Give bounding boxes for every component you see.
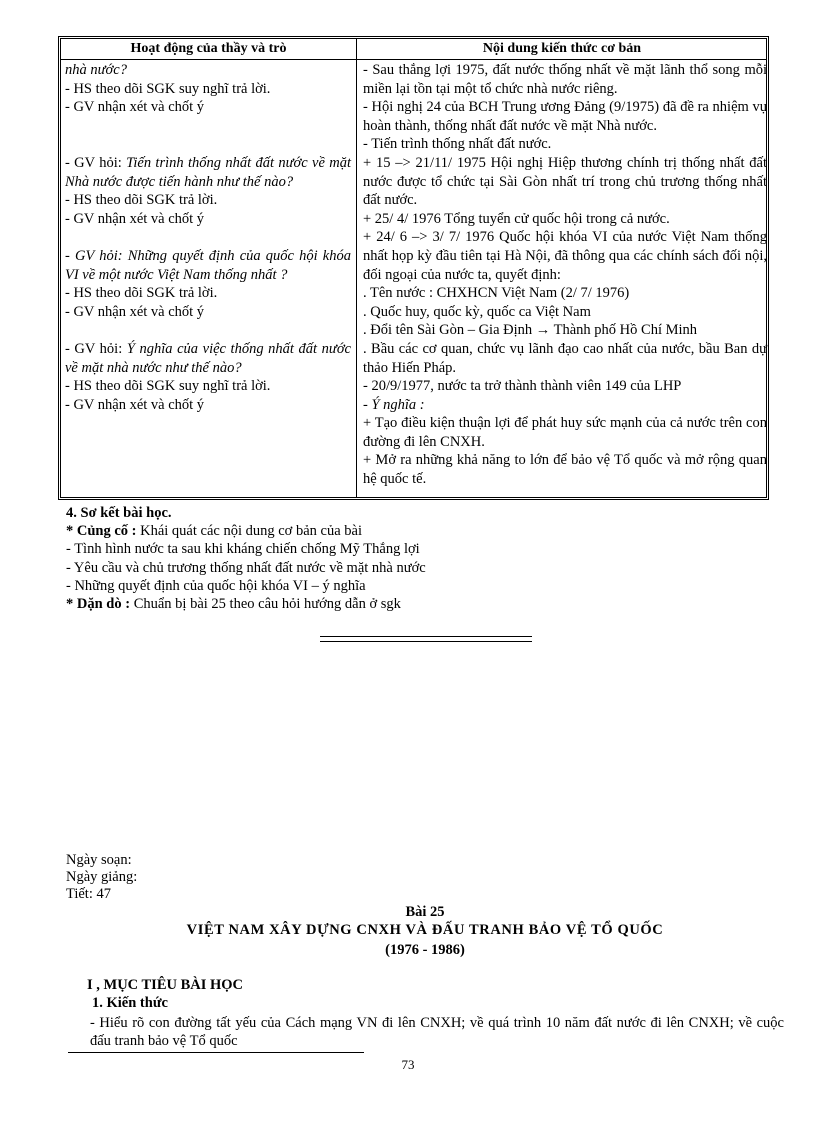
left-question: - GV hỏi: Những quyết định của quốc hội khóa VI về một nước Việt Nam thống nhất ? [65, 247, 351, 283]
summary-item: - Yêu cầu và chủ trương thống nhất đất nước về mặt nhà nước [66, 559, 426, 576]
summary-item: - Những quyết định của quốc hội khóa VI – ý nghĩa [66, 577, 366, 594]
right-item: . Đổi tên Sài Gòn – Gia Định → Thành phố Hồ Chí Minh [363, 322, 698, 339]
column-divider [356, 39, 357, 497]
footer-rule [68, 1052, 364, 1053]
left-line: nhà nước? [65, 62, 127, 78]
summary-heading: 4. Sơ kết bài học. [66, 505, 172, 521]
right-item: - Ý nghĩa : [363, 396, 425, 413]
left-line: - GV nhận xét và chốt ý [65, 210, 205, 227]
page-number: 73 [401, 1057, 415, 1072]
right-item: + 25/ 4/ 1976 Tổng tuyển cử quốc hội trong cả nước. [363, 210, 670, 227]
left-line: - GV nhận xét và chốt ý [65, 99, 205, 116]
subsection-heading: 1. Kiến thức [92, 995, 168, 1011]
right-item: - Tiến trình thống nhất đất nước. [363, 136, 552, 153]
right-item: + 24/ 6 –> 3/ 7/ 1976 Quốc hội khóa VI của nước Việt Nam thống nhất họp kỳ đầu tiên tại Hà Nội, đã thông qua các chính sách đối nội, đối ngoại của nước ta, quyết định: [363, 229, 767, 283]
right-item: + 15 –> 21/11/ 1975 Hội nghị Hiệp thương chính trị thống nhất đất nước được tổ chức tại Sài Gòn nhất trí trong chủ trương thống nhất đất nước. [363, 154, 767, 209]
lesson-years: (1976 - 1986) [385, 942, 465, 958]
header-divider [61, 59, 766, 60]
tiet: Tiết: 47 [66, 886, 111, 902]
right-column [363, 61, 767, 489]
right-item: - Hội nghị 24 của BCH Trung ương Đảng (9/1975) đã đề ra nhiệm vụ hoàn thành, thống nhất đất nước về mặt Nhà nước. [363, 99, 767, 134]
summary-cung-co: * Củng cố : Khái quát các nội dung cơ bản của bài [66, 523, 362, 540]
left-line: - HS theo dõi SGK suy nghĩ trả lời. [65, 378, 271, 395]
summary-item: - Tình hình nước ta sau khi kháng chiến chống Mỹ Thắng lợi [66, 541, 420, 558]
lesson-summary [66, 504, 766, 613]
ngay-soan: Ngày soạn: [66, 852, 132, 868]
left-line: - GV nhận xét và chốt ý [65, 396, 205, 413]
left-line: - HS theo dõi SGK suy nghĩ trả lời. [65, 80, 271, 97]
lesson-meta [66, 852, 137, 903]
header-teacher-student: Hoạt động của thầy và trò [130, 41, 287, 56]
header-knowledge: Nội dung kiến thức cơ bản [482, 41, 642, 56]
right-item: + Mở ra những khả năng to lớn để bảo vệ Tổ quốc và mở rộng quan hệ quốc tế. [363, 452, 767, 488]
lesson-number: Bài 25 [405, 904, 445, 920]
lesson-title: VIỆT NAM XÂY DỰNG CNXH VÀ ĐẤU TRANH BẢO VỆ TỔ QUỐC [186, 922, 664, 938]
right-item: - Sau thắng lợi 1975, đất nước thống nhất về mặt lãnh thổ song mỗi miền lại tồn tại một tổ chức nhà nước riêng. [363, 62, 767, 97]
summary-dan-do: * Dặn dò : Chuẩn bị bài 25 theo câu hỏi hướng dẫn ở sgk [66, 596, 401, 613]
left-line: - HS theo dõi SGK trả lời. [65, 285, 218, 302]
left-column [65, 61, 351, 414]
right-item: . Quốc huy, quốc kỳ, quốc ca Việt Nam [363, 303, 591, 320]
section-heading: I , MỤC TIÊU BÀI HỌC [87, 977, 244, 993]
right-item: - 20/9/1977, nước ta trở thành thành viên 149 của LHP [363, 378, 682, 395]
left-question: - GV hỏi: Ý nghĩa của việc thống nhất đất nước về mặt nhà nước như thế nào? [65, 340, 351, 376]
right-item: . Bầu các cơ quan, chức vụ lãnh đạo cao nhất của nước, bầu Ban dự thảo Hiến Pháp. [363, 340, 767, 376]
objective-paragraph: - Hiểu rõ con đường tất yếu của Cách mạng VN đi lên CNXH; về quá trình 10 năm đất nước đi lên CNXH; về cuộc đấu tranh bảo vệ Tổ quốc [90, 1015, 784, 1050]
ngay-giang: Ngày giảng: [66, 869, 138, 885]
section-divider [320, 636, 532, 642]
left-question: - GV hỏi: Tiến trình thống nhất đất nước về mặt Nhà nước được tiến hành như thế nào? [65, 154, 351, 190]
left-line: - GV nhận xét và chốt ý [65, 303, 205, 320]
right-item: . Tên nước : CHXHCN Việt Nam (2/ 7/ 1976) [363, 285, 630, 302]
right-item: + Tạo điều kiện thuận lợi để phát huy sức mạnh của cả nước trên con đường đi lên CNXH. [363, 415, 767, 450]
lesson-table [58, 36, 769, 500]
left-line: - HS theo dõi SGK trả lời. [65, 192, 218, 209]
